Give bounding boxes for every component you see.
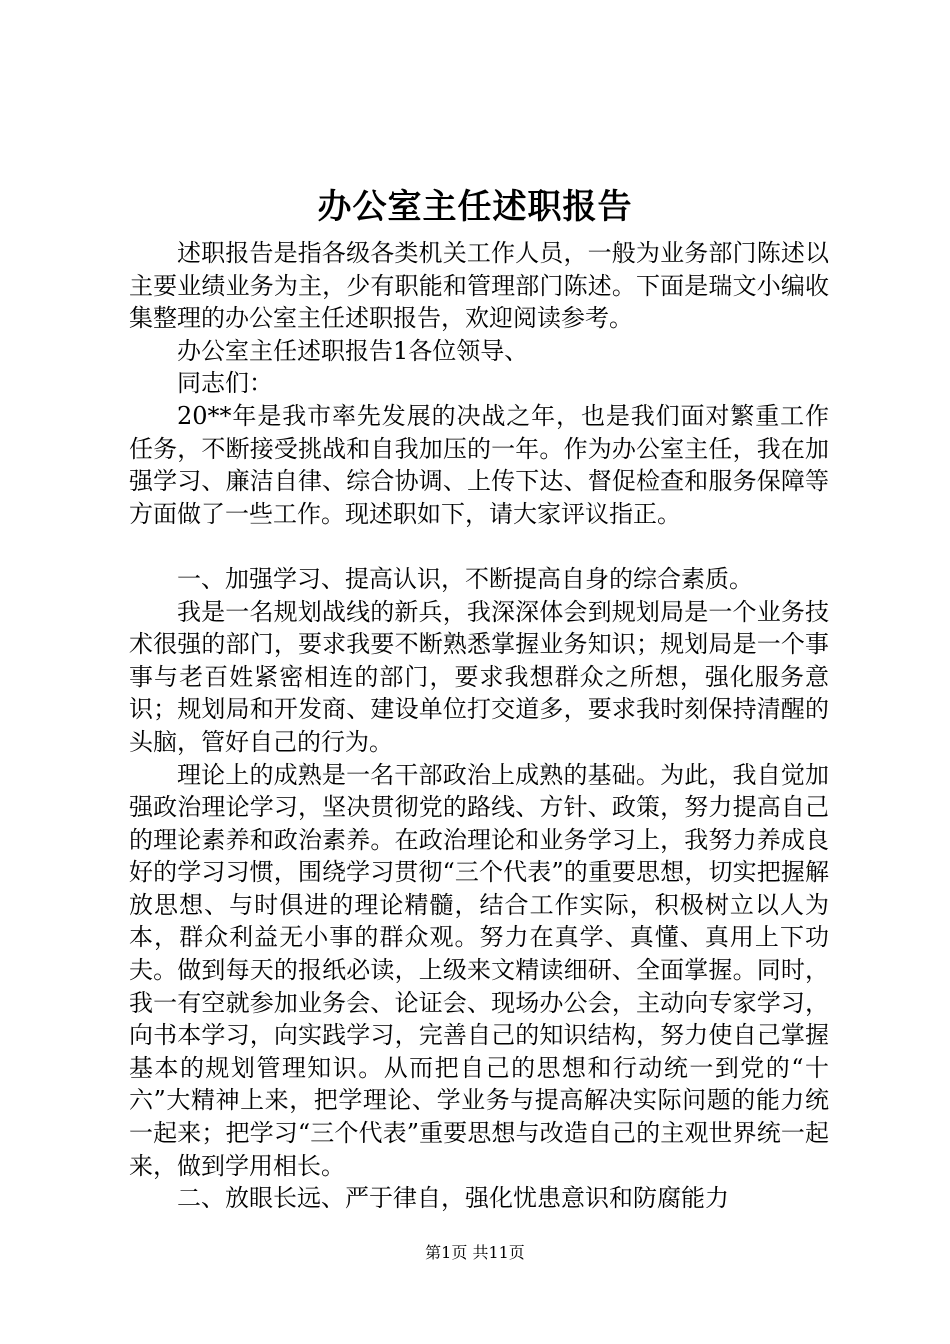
section-heading-2: 二、放眼长远、严于律自，强化忧患意识和防腐能力 [177, 1184, 729, 1213]
paragraph-salutation: 同志们： [177, 369, 273, 398]
page-number-footer: 第1页 共11页 [425, 1243, 525, 1262]
paragraph-section-1-b: 理论上的成熟是一名干部政治上成熟的基础。为此，我自觉加强政治理论学习，坚决贯彻党的路线、方针、政策，努力提高自己的理论素养和政治素养。在政治理论和业务学习上，我努力养成良好的学习习惯，围绕学习贯彻“三个代表”的重要思想，切实把握解放思想、与时俱进的理论精髓，结合工作实际，积极树立以人为本，群众利益无小事的群众观。努力在真学、真懂、真用上下功夫。做到每天的报纸必读，上级来文精读细研、全面掌握。同时，我一有空就参加业务会、论证会、现场办公会，主动向专家学习，向书本学习，向实践学习，完善自己的知识结构，努力使自己掌握基本的规划管理知识。从而把自己的思想和行动统一到党的“十六”大精神上来，把学理论、学业务与提高解决实际问题的能力统一起来；把学习“三个代表”重要思想与改造自己的主观世界统一起来，做到学用相长。 [129, 760, 829, 1180]
paragraph-section-1-a: 我是一名规划战线的新兵，我深深体会到规划局是一个业务技术很强的部门，要求我要不断熟悉掌握业务知识；规划局是一个事事与老百姓紧密相连的部门，要求我想群众之所想，强化服务意识；规划局和开发商、建设单位打交道多，要求我时刻保持清醒的头脑，管好自己的行为。 [129, 597, 829, 756]
paragraph-report-heading: 办公室主任述职报告1各位领导、 [177, 336, 529, 365]
paragraph-intro: 述职报告是指各级各类机关工作人员，一般为业务部门陈述以主要业绩业务为主，少有职能和管理部门陈述。下面是瑞文小编收集整理的办公室主任述职报告，欢迎阅读参考。 [129, 239, 829, 333]
paragraph-overview: 20**年是我市率先发展的决战之年，也是我们面对繁重工作任务，不断接受挑战和自我加压的一年。作为办公室主任，我在加强学习、廉洁自律、综合协调、上传下达、督促检查和服务保障等方面做了一些工作。现述职如下，请大家评议指正。 [129, 401, 829, 528]
paragraph-spacer [129, 530, 829, 563]
document-body [129, 237, 829, 1215]
document-title: 办公室主任述职报告 [317, 187, 633, 227]
section-heading-1: 一、加强学习、提高认识，不断提高自身的综合素质。 [177, 564, 753, 593]
